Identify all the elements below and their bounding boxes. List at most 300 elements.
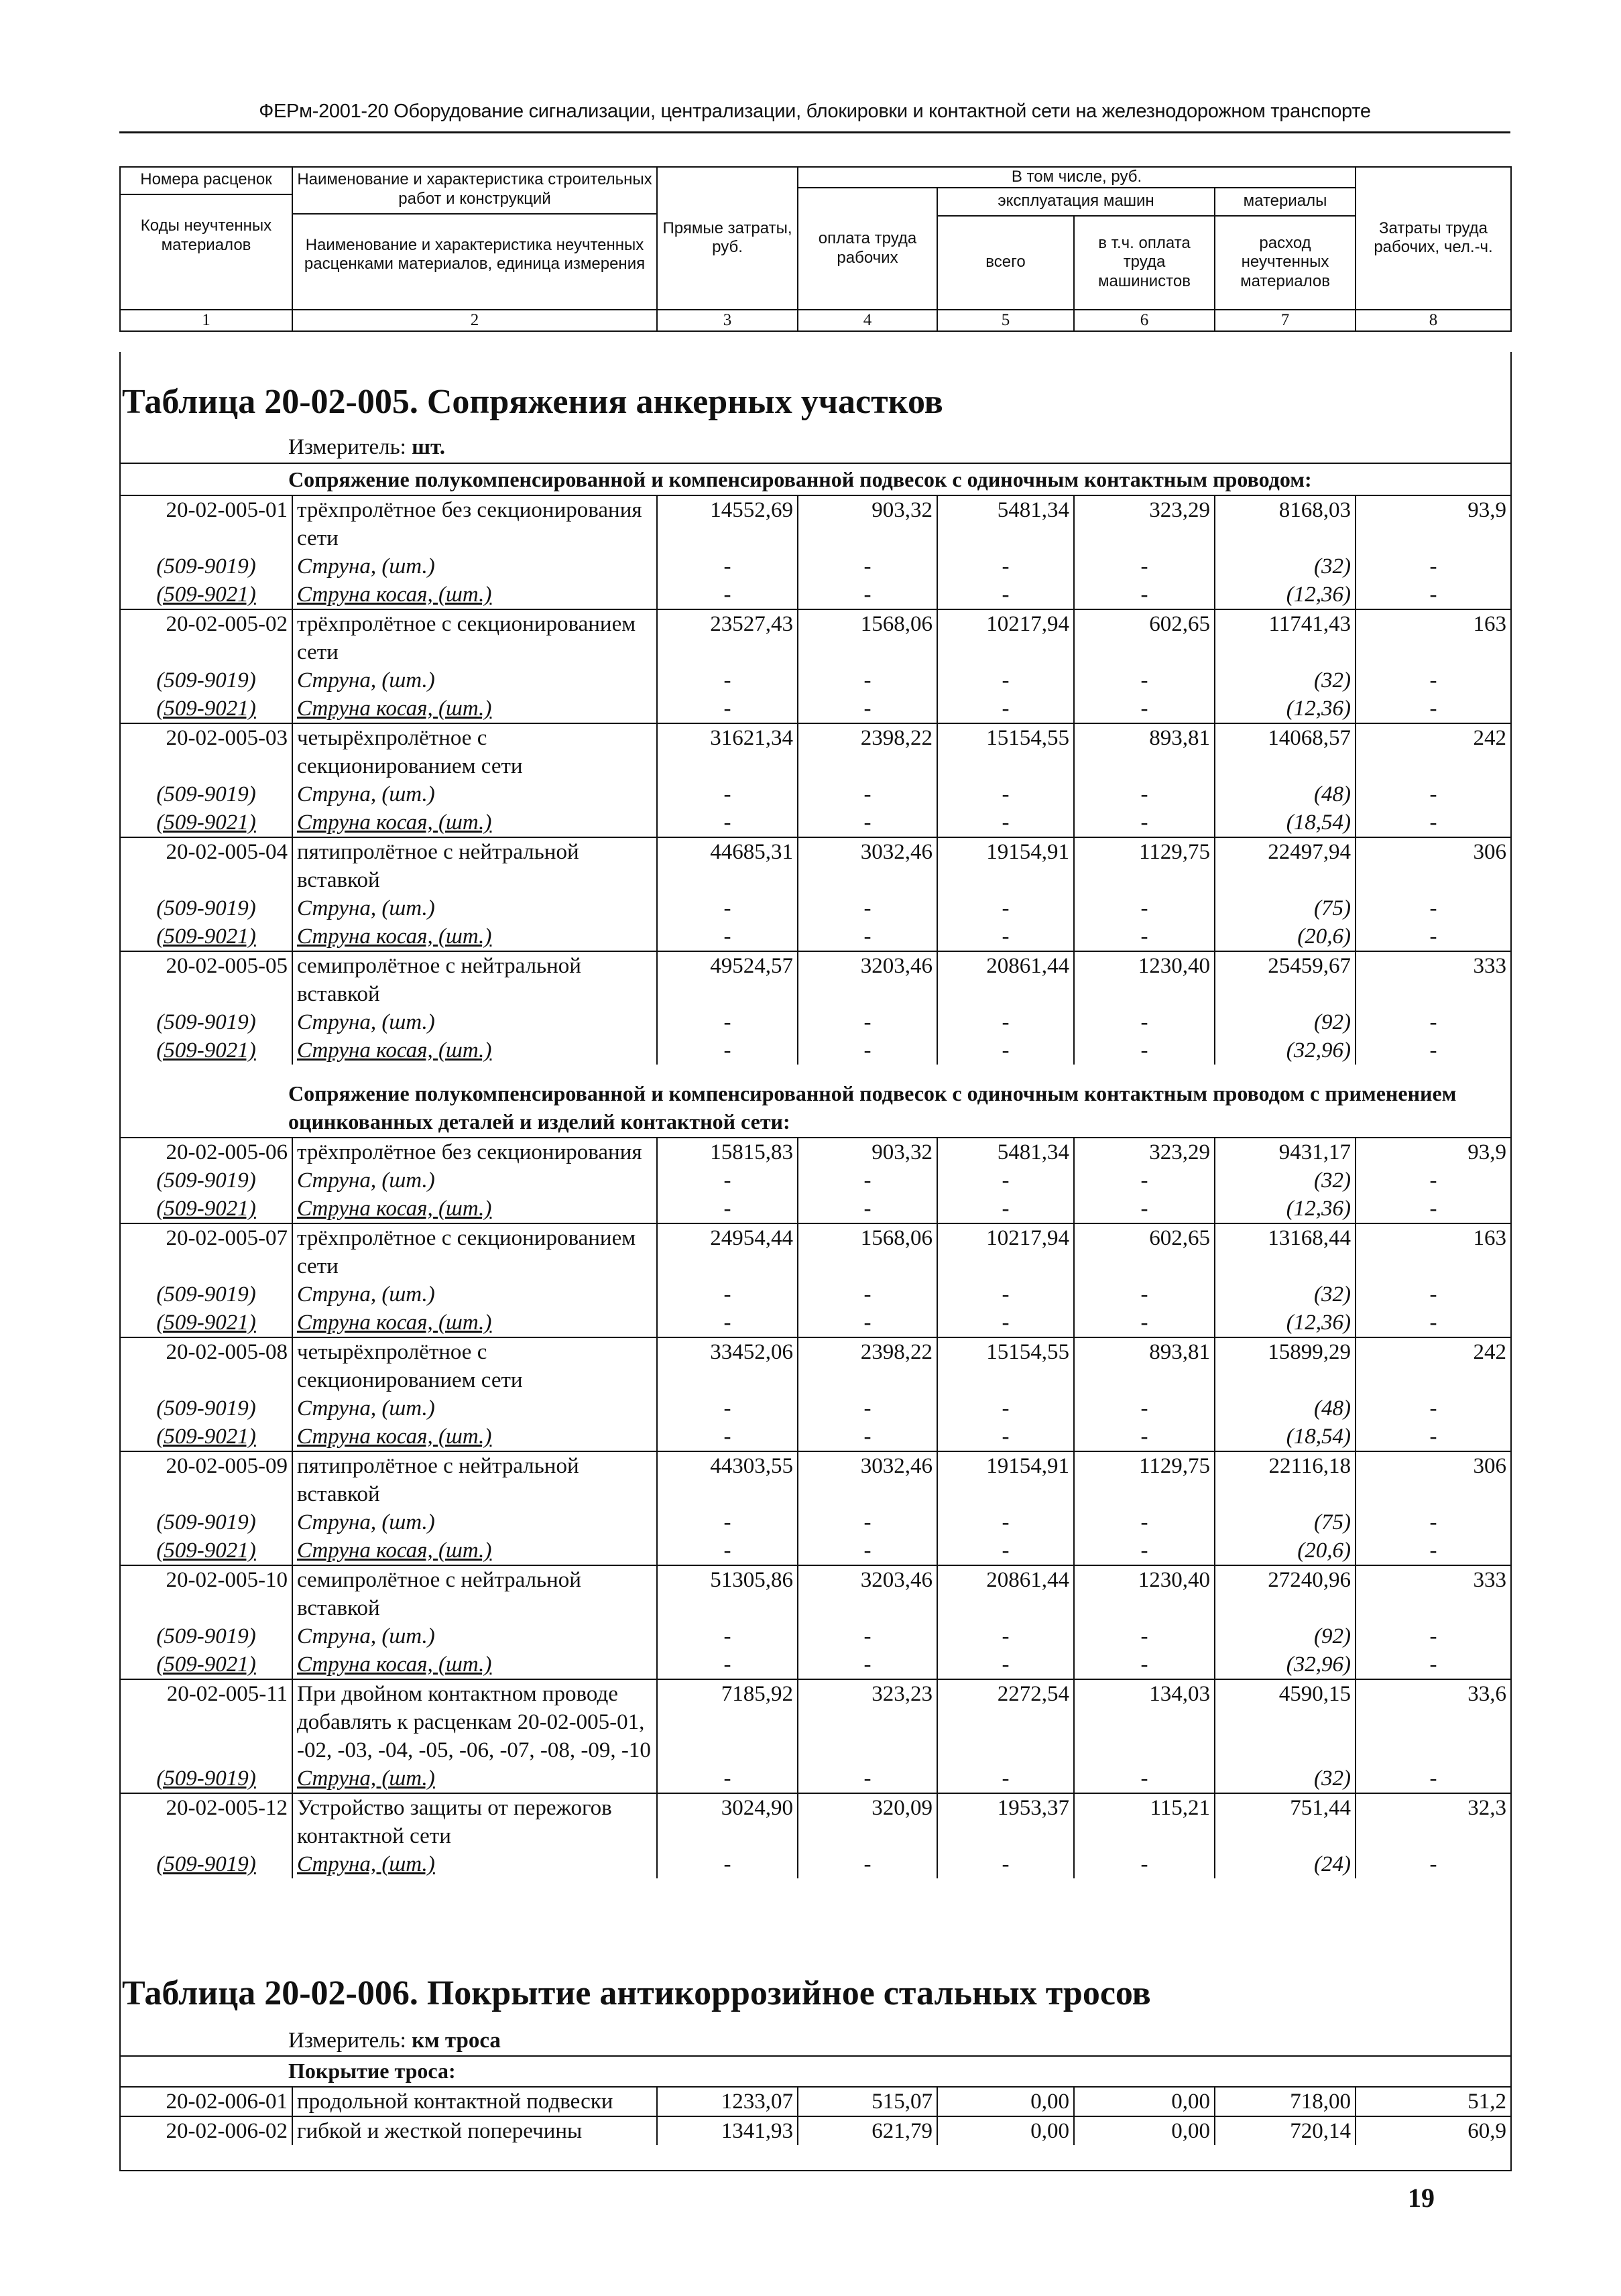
- table2-measure-unit: км троса: [412, 2029, 501, 2053]
- col1-bottom-label: Коды неучтенных материалов: [121, 194, 292, 255]
- dash-cell: -: [657, 1195, 798, 1223]
- rate-description: пятипролётное с нейтральной вставкой: [292, 1451, 657, 1508]
- col-number: 6: [1074, 310, 1215, 331]
- material-name: Струна косая, (шт.): [292, 581, 657, 609]
- material-code: (509-9021): [120, 1650, 292, 1679]
- material-row: [120, 1423, 1511, 1451]
- dash-cell: -: [937, 552, 1074, 581]
- table1-title: Таблица 20-02-005. Сопряжения анкерных участков: [122, 383, 943, 421]
- rate-value-c7: 8168,03: [1215, 495, 1356, 552]
- rate-code: 20-02-005-08: [120, 1337, 292, 1394]
- dash-cell: -: [657, 1764, 798, 1793]
- dash-cell: -: [1356, 1423, 1511, 1451]
- dash-cell: -: [657, 1309, 798, 1337]
- material-code: (509-9021): [120, 1309, 292, 1337]
- dash-cell: -: [1356, 666, 1511, 694]
- rate-value-c4: 323,23: [798, 1679, 937, 1764]
- table1-measure-unit: шт.: [412, 435, 445, 459]
- rate-value-c8: 306: [1356, 837, 1511, 894]
- rate-value-c6: 0,00: [1074, 2116, 1215, 2145]
- dash-cell: -: [1356, 1394, 1511, 1423]
- material-name: Струна косая, (шт.): [292, 922, 657, 951]
- rate-value-c3: 14552,69: [657, 495, 798, 552]
- rate-description: Устройство защиты от пережогов контактной сети: [292, 1793, 657, 1850]
- rate-row: [120, 951, 1511, 1008]
- dash-cell: -: [937, 780, 1074, 808]
- rate-value-c4: 3203,46: [798, 1565, 937, 1622]
- rate-code: 20-02-005-12: [120, 1793, 292, 1850]
- material-row: [120, 1309, 1511, 1337]
- dash-cell: -: [1074, 666, 1215, 694]
- table2-section1: Покрытие троса:: [288, 2059, 456, 2083]
- dash-cell: -: [798, 808, 937, 837]
- dash-cell: -: [937, 1850, 1074, 1878]
- column-header-table: [119, 166, 1512, 332]
- dash-cell: -: [1074, 1508, 1215, 1536]
- rate-code: 20-02-005-01: [120, 495, 292, 552]
- rate-description: четырёхпролётное с секционированием сети: [292, 723, 657, 780]
- rate-value-c3: 51305,86: [657, 1565, 798, 1622]
- material-quantity: (20,6): [1215, 922, 1356, 951]
- dash-cell: -: [657, 780, 798, 808]
- dash-cell: -: [657, 1008, 798, 1036]
- dash-cell: -: [1074, 808, 1215, 837]
- dash-cell: -: [657, 1622, 798, 1650]
- rate-code: 20-02-006-02: [120, 2116, 292, 2145]
- material-name: Струна косая, (шт.): [292, 1036, 657, 1065]
- dash-cell: -: [798, 1650, 937, 1679]
- col-number: 7: [1215, 310, 1356, 331]
- dash-cell: -: [937, 1508, 1074, 1536]
- dash-cell: -: [1356, 1508, 1511, 1536]
- rate-value-c6: 1129,75: [1074, 837, 1215, 894]
- material-name: Струна, (шт.): [292, 1764, 657, 1793]
- col-number: 1: [120, 310, 292, 331]
- material-row: [120, 1036, 1511, 1065]
- rate-value-c7: 13168,44: [1215, 1223, 1356, 1280]
- table1-section1: Сопряжение полукомпенсированной и компенсированной подвесок с одиночным контактным проводом:: [288, 467, 1312, 491]
- material-code: (509-9021): [120, 1536, 292, 1565]
- rate-value-c8: 333: [1356, 1565, 1511, 1622]
- material-name: Струна косая, (шт.): [292, 1650, 657, 1679]
- rate-value-c5: 5481,34: [937, 1138, 1074, 1166]
- material-name: Струна, (шт.): [292, 1280, 657, 1309]
- rate-description: трёхпролётное без секционирования: [292, 1138, 657, 1166]
- rate-description: семипролётное с нейтральной вставкой: [292, 951, 657, 1008]
- dash-cell: -: [1074, 894, 1215, 922]
- dash-cell: -: [1074, 1650, 1215, 1679]
- rate-value-c7: 22497,94: [1215, 837, 1356, 894]
- dash-cell: -: [937, 1166, 1074, 1195]
- material-quantity: (75): [1215, 1508, 1356, 1536]
- material-code: (509-9021): [120, 1036, 292, 1065]
- rate-value-c6: 602,65: [1074, 609, 1215, 666]
- dash-cell: -: [937, 1036, 1074, 1065]
- running-header: ФЕРм-2001-20 Оборудование сигнализации, централизации, блокировки и контактной сети на железнодорожном транспорте: [259, 101, 1371, 122]
- rate-value-c6: 115,21: [1074, 1793, 1215, 1850]
- dash-cell: -: [1074, 1195, 1215, 1223]
- material-quantity: (32): [1215, 1280, 1356, 1309]
- rate-value-c4: 621,79: [798, 2116, 937, 2145]
- dash-cell: -: [937, 1195, 1074, 1223]
- dash-cell: -: [1356, 581, 1511, 609]
- rate-value-c7: 15899,29: [1215, 1337, 1356, 1394]
- rate-value-c6: 0,00: [1074, 2087, 1215, 2116]
- rate-value-c7: 751,44: [1215, 1793, 1356, 1850]
- rate-row: [120, 723, 1511, 780]
- dash-cell: -: [1356, 694, 1511, 723]
- dash-cell: -: [798, 1309, 937, 1337]
- rate-value-c7: 27240,96: [1215, 1565, 1356, 1622]
- rate-value-c3: 15815,83: [657, 1138, 798, 1166]
- material-quantity: (32): [1215, 666, 1356, 694]
- rate-value-c4: 3203,46: [798, 951, 937, 1008]
- rate-row: [120, 1138, 1511, 1166]
- dash-cell: -: [937, 808, 1074, 837]
- material-quantity: (32): [1215, 1764, 1356, 1793]
- dash-cell: -: [798, 780, 937, 808]
- dash-cell: -: [657, 666, 798, 694]
- rate-description: трёхпролётное без секционирования сети: [292, 495, 657, 552]
- material-code: (509-9019): [120, 666, 292, 694]
- dash-cell: -: [798, 1166, 937, 1195]
- material-code: (509-9019): [120, 1622, 292, 1650]
- material-quantity: (12,36): [1215, 581, 1356, 609]
- rate-value-c3: 24954,44: [657, 1223, 798, 1280]
- material-name: Струна косая, (шт.): [292, 1309, 657, 1337]
- material-row: [120, 1195, 1511, 1223]
- dash-cell: -: [657, 1036, 798, 1065]
- material-code: (509-9021): [120, 808, 292, 837]
- dash-cell: -: [1074, 1166, 1215, 1195]
- material-code: (509-9019): [120, 1280, 292, 1309]
- rate-code: 20-02-006-01: [120, 2087, 292, 2116]
- material-row: [120, 808, 1511, 837]
- dash-cell: -: [1356, 922, 1511, 951]
- header-rule: [119, 131, 1510, 133]
- rate-row: [120, 1565, 1511, 1622]
- rate-value-c6: 323,29: [1074, 1138, 1215, 1166]
- dash-cell: -: [937, 894, 1074, 922]
- rate-value-c7: 720,14: [1215, 2116, 1356, 2145]
- dash-cell: -: [798, 581, 937, 609]
- material-quantity: (18,54): [1215, 808, 1356, 837]
- material-row: [120, 1394, 1511, 1423]
- rate-code: 20-02-005-04: [120, 837, 292, 894]
- material-row: [120, 581, 1511, 609]
- dash-cell: -: [1074, 1394, 1215, 1423]
- dash-cell: -: [1356, 1166, 1511, 1195]
- material-code: (509-9019): [120, 894, 292, 922]
- material-quantity: (12,36): [1215, 694, 1356, 723]
- dash-cell: -: [1074, 1850, 1215, 1878]
- dash-cell: -: [1356, 1280, 1511, 1309]
- rate-value-c5: 1953,37: [937, 1793, 1074, 1850]
- rate-value-c7: 718,00: [1215, 2087, 1356, 2116]
- dash-cell: -: [657, 1650, 798, 1679]
- rate-value-c8: 51,2: [1356, 2087, 1511, 2116]
- material-quantity: (24): [1215, 1850, 1356, 1878]
- rate-value-c3: 44303,55: [657, 1451, 798, 1508]
- rate-value-c8: 32,3: [1356, 1793, 1511, 1850]
- material-name: Струна косая, (шт.): [292, 1423, 657, 1451]
- rate-value-c8: 60,9: [1356, 2116, 1511, 2145]
- dash-cell: -: [798, 552, 937, 581]
- dash-cell: -: [1356, 1036, 1511, 1065]
- rate-code: 20-02-005-02: [120, 609, 292, 666]
- material-name: Струна, (шт.): [292, 1166, 657, 1195]
- rate-description: четырёхпролётное с секционированием сети: [292, 1337, 657, 1394]
- machines-header: эксплуатация машин: [937, 188, 1215, 216]
- dash-cell: -: [798, 1508, 937, 1536]
- rate-value-c5: 0,00: [937, 2087, 1074, 2116]
- col1-top-label: Номера расценок: [140, 170, 272, 188]
- dash-cell: -: [1074, 780, 1215, 808]
- col2-top-label: Наименование и характеристика строительных работ и конструкций: [297, 170, 652, 208]
- rate-description: трёхпролётное с секционированием сети: [292, 1223, 657, 1280]
- dash-cell: -: [657, 1166, 798, 1195]
- dash-cell: -: [798, 1195, 937, 1223]
- col8-header: Затраты труда рабочих, чел.-ч.: [1356, 167, 1511, 310]
- material-code: (509-9019): [120, 1394, 292, 1423]
- dash-cell: -: [1074, 922, 1215, 951]
- material-row: [120, 1008, 1511, 1036]
- dash-cell: -: [1074, 1622, 1215, 1650]
- material-code: (509-9021): [120, 694, 292, 723]
- dash-cell: -: [1074, 1764, 1215, 1793]
- material-code: (509-9019): [120, 780, 292, 808]
- material-name: Струна косая, (шт.): [292, 1536, 657, 1565]
- material-row: [120, 922, 1511, 951]
- dash-cell: -: [1074, 694, 1215, 723]
- material-row: [120, 1850, 1511, 1878]
- rate-value-c8: 242: [1356, 1337, 1511, 1394]
- material-row: [120, 1536, 1511, 1565]
- rate-description: пятипролётное с нейтральной вставкой: [292, 837, 657, 894]
- rate-value-c8: 242: [1356, 723, 1511, 780]
- dash-cell: -: [937, 1394, 1074, 1423]
- material-code: (509-9021): [120, 1423, 292, 1451]
- col6-header: в т.ч. оплата труда машинистов: [1074, 216, 1215, 310]
- dash-cell: -: [798, 694, 937, 723]
- rate-value-c7: 11741,43: [1215, 609, 1356, 666]
- rate-value-c5: 5481,34: [937, 495, 1074, 552]
- rate-value-c7: 9431,17: [1215, 1138, 1356, 1166]
- col2-header: [292, 167, 657, 310]
- dash-cell: -: [798, 1280, 937, 1309]
- material-row: [120, 1764, 1511, 1793]
- rate-value-c3: 1341,93: [657, 2116, 798, 2145]
- rate-value-c6: 323,29: [1074, 495, 1215, 552]
- page-number: 19: [1408, 2183, 1435, 2213]
- group-header: В том числе, руб.: [798, 167, 1356, 188]
- dash-cell: -: [798, 1423, 937, 1451]
- dash-cell: -: [937, 666, 1074, 694]
- rate-value-c6: 893,81: [1074, 1337, 1215, 1394]
- rate-value-c6: 1230,40: [1074, 951, 1215, 1008]
- rate-row: [120, 2087, 1511, 2116]
- col2-bottom-label: Наименование и характеристика неучтенных расценками материалов, единица измерения: [293, 213, 656, 275]
- rate-value-c4: 2398,22: [798, 1337, 937, 1394]
- rate-value-c4: 320,09: [798, 1793, 937, 1850]
- rate-value-c4: 903,32: [798, 1138, 937, 1166]
- dash-cell: -: [798, 1008, 937, 1036]
- rate-row: [120, 1679, 1511, 1764]
- dash-cell: -: [1074, 581, 1215, 609]
- rate-description: продольной контактной подвески: [292, 2087, 657, 2116]
- rate-value-c3: 3024,90: [657, 1793, 798, 1850]
- rate-value-c8: 306: [1356, 1451, 1511, 1508]
- material-code: (509-9021): [120, 1195, 292, 1223]
- dash-cell: -: [1356, 1850, 1511, 1878]
- col-number: 5: [937, 310, 1074, 331]
- material-name: Струна, (шт.): [292, 552, 657, 581]
- material-code: (509-9021): [120, 581, 292, 609]
- rate-code: 20-02-005-10: [120, 1565, 292, 1622]
- rate-value-c5: 2272,54: [937, 1679, 1074, 1764]
- rate-value-c3: 44685,31: [657, 837, 798, 894]
- dash-cell: -: [657, 552, 798, 581]
- table2-measure: Измеритель: км троса: [288, 2029, 501, 2053]
- dash-cell: -: [798, 922, 937, 951]
- rate-value-c5: 20861,44: [937, 1565, 1074, 1622]
- rate-value-c4: 1568,06: [798, 609, 937, 666]
- dash-cell: -: [1074, 1423, 1215, 1451]
- table1-data-part1: [119, 495, 1512, 1065]
- dash-cell: -: [798, 1036, 937, 1065]
- dash-cell: -: [657, 1536, 798, 1565]
- dash-cell: -: [937, 1764, 1074, 1793]
- material-quantity: (48): [1215, 780, 1356, 808]
- table1-data-part2: [119, 1137, 1512, 1878]
- material-row: [120, 1508, 1511, 1536]
- rate-row: [120, 1793, 1511, 1850]
- dash-cell: -: [1356, 1536, 1511, 1565]
- col-number: 2: [292, 310, 657, 331]
- dash-cell: -: [1356, 1764, 1511, 1793]
- rate-value-c5: 15154,55: [937, 1337, 1074, 1394]
- dash-cell: -: [1074, 1309, 1215, 1337]
- material-code: (509-9019): [120, 1008, 292, 1036]
- dash-cell: -: [798, 1394, 937, 1423]
- rate-value-c4: 3032,46: [798, 1451, 937, 1508]
- rate-row: [120, 2116, 1511, 2145]
- rate-row: [120, 1451, 1511, 1508]
- rate-value-c7: 4590,15: [1215, 1679, 1356, 1764]
- material-code: (509-9019): [120, 552, 292, 581]
- dash-cell: -: [657, 808, 798, 837]
- material-row: [120, 894, 1511, 922]
- rate-code: 20-02-005-03: [120, 723, 292, 780]
- material-quantity: (75): [1215, 894, 1356, 922]
- rate-code: 20-02-005-11: [120, 1679, 292, 1764]
- dash-cell: -: [1356, 1650, 1511, 1679]
- material-quantity: (32,96): [1215, 1650, 1356, 1679]
- rate-value-c6: 1230,40: [1074, 1565, 1215, 1622]
- rate-value-c8: 93,9: [1356, 1138, 1511, 1166]
- material-row: [120, 1280, 1511, 1309]
- col-number: 8: [1356, 310, 1511, 331]
- dash-cell: -: [937, 581, 1074, 609]
- rate-description: семипролётное с нейтральной вставкой: [292, 1565, 657, 1622]
- dash-cell: -: [657, 894, 798, 922]
- dash-cell: -: [1356, 1622, 1511, 1650]
- col3-header: Прямые затраты, руб.: [657, 167, 798, 310]
- dash-cell: -: [1356, 808, 1511, 837]
- materials-header: материалы: [1215, 188, 1356, 216]
- rate-value-c5: 15154,55: [937, 723, 1074, 780]
- dash-cell: -: [1074, 1536, 1215, 1565]
- material-row: [120, 666, 1511, 694]
- dash-cell: -: [1074, 1036, 1215, 1065]
- material-quantity: (12,36): [1215, 1195, 1356, 1223]
- material-name: Струна, (шт.): [292, 780, 657, 808]
- dash-cell: -: [1356, 1309, 1511, 1337]
- material-code: (509-9019): [120, 1508, 292, 1536]
- rate-row: [120, 609, 1511, 666]
- rate-value-c6: 602,65: [1074, 1223, 1215, 1280]
- material-name: Струна, (шт.): [292, 1008, 657, 1036]
- table1-measure: Измеритель: шт.: [288, 435, 445, 459]
- rate-row: [120, 837, 1511, 894]
- dash-cell: -: [937, 1622, 1074, 1650]
- dash-cell: -: [1074, 1280, 1215, 1309]
- rate-value-c4: 515,07: [798, 2087, 937, 2116]
- dash-cell: -: [798, 1622, 937, 1650]
- rate-code: 20-02-005-05: [120, 951, 292, 1008]
- material-quantity: (48): [1215, 1394, 1356, 1423]
- dash-cell: -: [937, 1650, 1074, 1679]
- material-name: Струна, (шт.): [292, 1622, 657, 1650]
- rate-value-c8: 163: [1356, 609, 1511, 666]
- rate-value-c8: 333: [1356, 951, 1511, 1008]
- dash-cell: -: [798, 666, 937, 694]
- rate-value-c3: 33452,06: [657, 1337, 798, 1394]
- rate-value-c5: 19154,91: [937, 837, 1074, 894]
- material-code: (509-9019): [120, 1850, 292, 1878]
- material-code: (509-9021): [120, 922, 292, 951]
- dash-cell: -: [657, 922, 798, 951]
- rate-value-c5: 10217,94: [937, 1223, 1074, 1280]
- rate-description: гибкой и жесткой поперечины: [292, 2116, 657, 2145]
- table2-data: [119, 2086, 1512, 2145]
- rate-value-c3: 49524,57: [657, 951, 798, 1008]
- col1-header: [120, 167, 292, 310]
- dash-cell: -: [657, 1394, 798, 1423]
- dash-cell: -: [1074, 1008, 1215, 1036]
- rate-value-c6: 1129,75: [1074, 1451, 1215, 1508]
- dash-cell: -: [937, 1008, 1074, 1036]
- rate-value-c7: 22116,18: [1215, 1451, 1356, 1508]
- dash-cell: -: [657, 581, 798, 609]
- dash-cell: -: [937, 1423, 1074, 1451]
- rate-value-c6: 134,03: [1074, 1679, 1215, 1764]
- rate-value-c4: 2398,22: [798, 723, 937, 780]
- rate-value-c7: 14068,57: [1215, 723, 1356, 780]
- col-number: 4: [798, 310, 937, 331]
- material-quantity: (18,54): [1215, 1423, 1356, 1451]
- material-row: [120, 1622, 1511, 1650]
- dash-cell: -: [937, 1536, 1074, 1565]
- material-quantity: (32,96): [1215, 1036, 1356, 1065]
- material-name: Струна косая, (шт.): [292, 694, 657, 723]
- dash-cell: -: [937, 1280, 1074, 1309]
- rate-code: 20-02-005-09: [120, 1451, 292, 1508]
- material-name: Струна, (шт.): [292, 1850, 657, 1878]
- material-name: Струна, (шт.): [292, 1394, 657, 1423]
- rate-code: 20-02-005-06: [120, 1138, 292, 1166]
- rate-value-c5: 20861,44: [937, 951, 1074, 1008]
